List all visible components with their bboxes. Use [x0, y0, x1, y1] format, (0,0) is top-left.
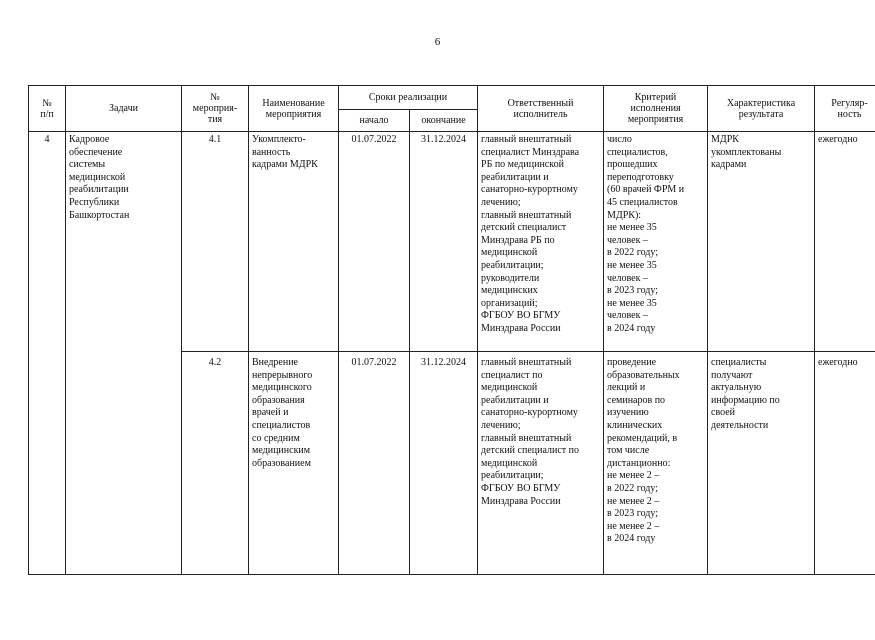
cell-result: МДРК укомплектованы кадрами	[708, 132, 815, 352]
header-event-name: Наименование мероприятия	[249, 86, 339, 132]
cell-event-num: 4.1	[182, 132, 249, 352]
cell-regularity: ежегодно	[815, 132, 875, 352]
header-start: начало	[339, 110, 410, 132]
header-terms: Сроки реализации	[339, 86, 478, 110]
cell-task: Кадровое обеспечение системы медицинской реабилитации Республики Башкортостан	[66, 132, 182, 575]
cell-responsible: главный внештатный специалист по медицинской реабилитации и санаторно-курортному лечению; главный внештатный детский специалист по медицинской реабилитации; ФГБОУ ВО БГМУ Минздрава России	[478, 352, 604, 575]
cell-end: 31.12.2024	[410, 352, 478, 575]
header-regularity: Регуляр- ность	[815, 86, 875, 132]
header-tasks: Задачи	[66, 86, 182, 132]
header-result: Характеристика результата	[708, 86, 815, 132]
cell-criteria: число специалистов, прошедших переподготовку (60 врачей ФРМ и 45 специалистов МДРК): не менее 35 человек – в 2022 году; не менее 35 человек – в 2023 году; не менее 35 человек – в 2024 году	[604, 132, 708, 352]
cell-start: 01.07.2022	[339, 132, 410, 352]
header-responsible: Ответственный исполнитель	[478, 86, 604, 132]
cell-event-num: 4.2	[182, 352, 249, 575]
header-end: окончание	[410, 110, 478, 132]
header-num: № п/п	[29, 86, 66, 132]
header-event-num: № мероприя- тия	[182, 86, 249, 132]
cell-event-name: Внедрение непрерывного медицинского образования врачей и специалистов со средним медицинским образованием	[249, 352, 339, 575]
header-criteria: Критерий исполнения мероприятия	[604, 86, 708, 132]
cell-num: 4	[29, 132, 66, 575]
cell-result: специалисты получают актуальную информацию по своей деятельности	[708, 352, 815, 575]
cell-end: 31.12.2024	[410, 132, 478, 352]
page-number: 6	[434, 36, 441, 48]
table-row	[29, 132, 875, 352]
table-header	[29, 86, 875, 132]
cell-regularity: ежегодно	[815, 352, 875, 575]
cell-event-name: Укомплекто- ванность кадрами МДРК	[249, 132, 339, 352]
activities-table	[28, 85, 875, 575]
cell-criteria: проведение образовательных лекций и семинаров по изучению клинических рекомендаций, в том числе дистанционно: не менее 2 – в 2022 году; не менее 2 – в 2023 году; не менее 2 – в 2024 году	[604, 352, 708, 575]
cell-responsible: главный внештатный специалист Минздрава РБ по медицинской реабилитации и санаторно-курортному лечению; главный внештатный детский специалист Минздрава РБ по медицинской реабилитации; руководители медицинских организаций; ФГБОУ ВО БГМУ Минздрава России	[478, 132, 604, 352]
cell-start: 01.07.2022	[339, 352, 410, 575]
